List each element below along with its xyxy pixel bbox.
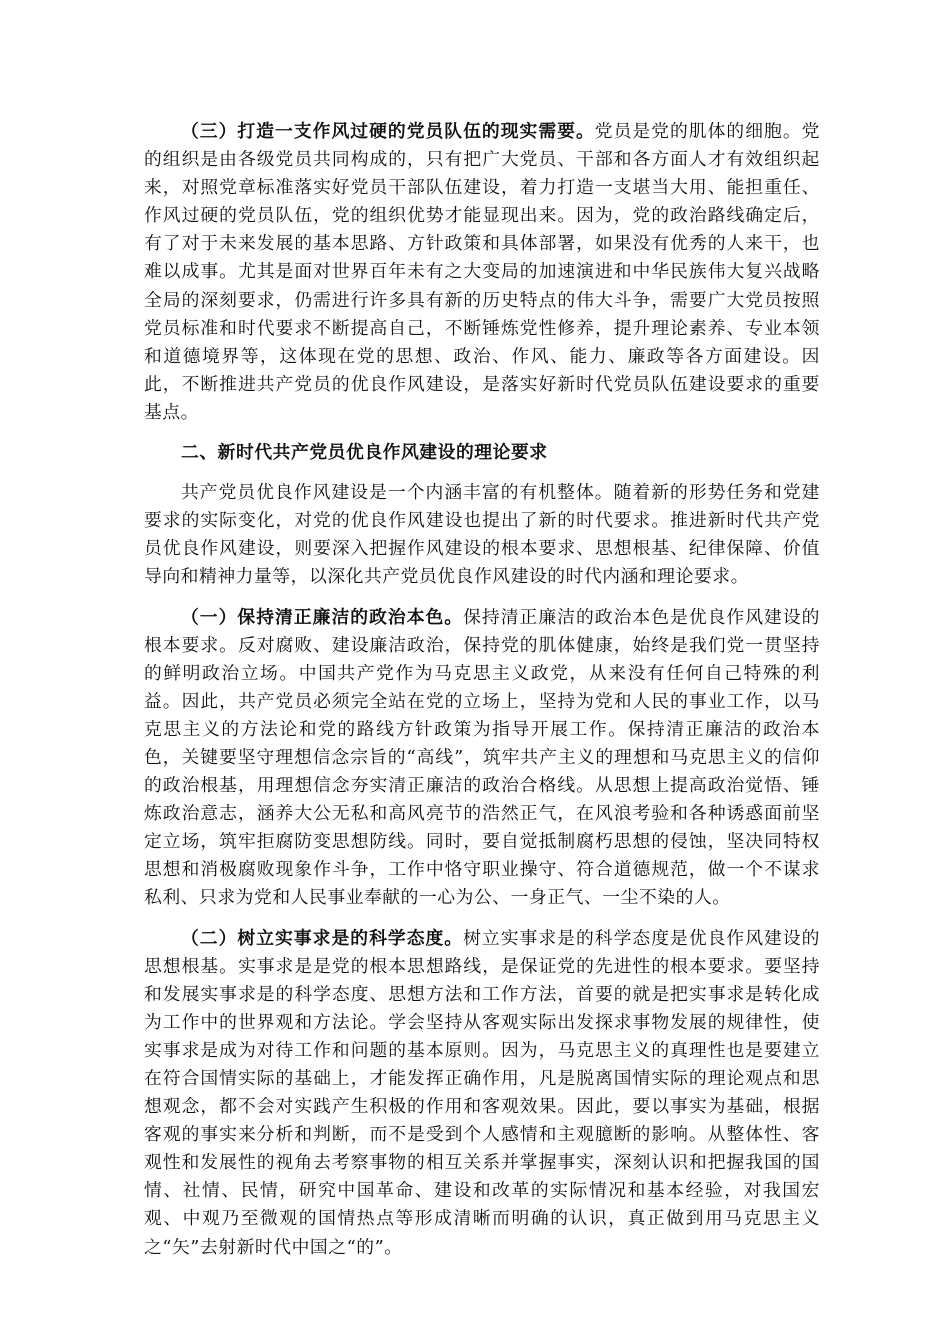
paragraph-body: 树立实事求是的科学态度是优良作风建设的思想根基。实事求是是党的根本思想路线，是保证党的先进性的根本要求。要坚持和发展实事求是的科学态度、思想方法和工作方法，首要的就是把实事求是转化成为工作中的世界观和方法论。学会坚持从客观实际出发探求事物发展的规律性，使实事求是成为对待工作和问题的基本原则。因为，马克思主义的真理性也是要建立在符合国情实际的基础上，才能发挥正确作用，凡是脱离国情实际的理论观点和思想观念，都不会对实践产生积极的作用和客观效果。因此，要以事实为基础，根据客观的事实来分析和判断，而不是受到个人感情和主观臆断的影响。从整体性、客观性和发展性的视角去考察事物的相互关系并掌握事实，深刻认识和把握我国的国情、社情、民情，研究中国革命、建设和改革的实际情况和基本经验，对我国宏观、中观乃至微观的国情热点等形成清晰而明确的认识，真正做到用马克思主义之“矢”去射新时代中国之“的”。 [144, 927, 820, 1258]
document-page [144, 118, 820, 1262]
paragraph-intro [144, 479, 820, 591]
paragraph-lead-heading: （一）保持清正廉洁的政治本色。 [181, 606, 464, 628]
paragraph-body: 共产党员优良作风建设是一个内涵丰富的有机整体。随着新的形势任务和党建要求的实际变化，对党的优良作风建设也提出了新的时代要求。推进新时代共产党员优良作风建设，则要深入把握作风建设的根本要求、思想根基、纪律保障、价值导向和精神力量等，以深化共产党员优良作风建设的时代内涵和理论要求。 [144, 482, 820, 588]
paragraph-gap [144, 467, 820, 479]
paragraph-party-team-need [144, 118, 820, 427]
section-heading: 二、新时代共产党员优良作风建设的理论要求 [181, 442, 548, 464]
paragraph-seek-truth [144, 925, 820, 1262]
paragraph-gap [144, 913, 820, 925]
paragraph-body: 党员是党的肌体的细胞。党的组织是由各级党员共同构成的，只有把广大党员、干部和各方面人才有效组织起来，对照党章标准落实好党员干部队伍建设，着力打造一支堪当大用、能担重任、作风过硬的党员队伍，党的组织优势才能显现出来。因为，党的政治路线确定后，有了对于未来发展的基本思路、方针政策和具体部署，如果没有优秀的人来干，也难以成事。尤其是面对世界百年未有之大变局的加速演进和中华民族伟大复兴战略全局的深刻要求，仍需进行许多具有新的历史特点的伟大斗争，需要广大党员按照党员标准和时代要求不断提高自己，不断锤炼党性修养，提升理论素养、专业本领和道德境界等，这体现在党的思想、政治、作风、能力、廉政等各方面建设。因此，不断推进共产党员的优良作风建设，是落实好新时代党员队伍建设要求的重要基点。 [144, 121, 820, 423]
paragraph-gap [144, 592, 820, 604]
paragraph-gap [144, 427, 820, 439]
paragraph-lead-heading: （三）打造一支作风过硬的党员队伍的现实需要。 [181, 121, 595, 142]
paragraph-body: 保持清正廉洁的政治本色是优良作风建设的根本要求。反对腐败、建设廉洁政治，保持党的肌体健康，始终是我们党一贯坚持的鲜明政治立场。中国共产党作为马克思主义政党，从来没有任何自己特殊的利益。因此，共产党员必须完全站在党的立场上，坚持为党和人民的事业工作，以马克思主义的方法论和党的路线方针政策为指导开展工作。保持清正廉洁的政治本色，关键要坚守理想信念宗旨的“高线”，筑牢共产主义的理想和马克思主义的信仰的政治根基，用理想信念夯实清正廉洁的政治合格线。从思想上提高政治觉悟、锤炼政治意志，涵养大公无私和高风亮节的浩然正气，在风浪考验和各种诱惑面前坚定立场，筑牢拒腐防变思想防线。同时，要自觉抵制腐朽思想的侵蚀，坚决同特权思想和消极腐败现象作斗争，工作中恪守职业操守、符合道德规范，做一个不谋求私利、只求为党和人民事业奉献的一心为公、一身正气、一尘不染的人。 [144, 606, 820, 909]
paragraph-lead-heading: （二）树立实事求是的科学态度。 [181, 927, 464, 949]
paragraph-integrity [144, 604, 820, 913]
